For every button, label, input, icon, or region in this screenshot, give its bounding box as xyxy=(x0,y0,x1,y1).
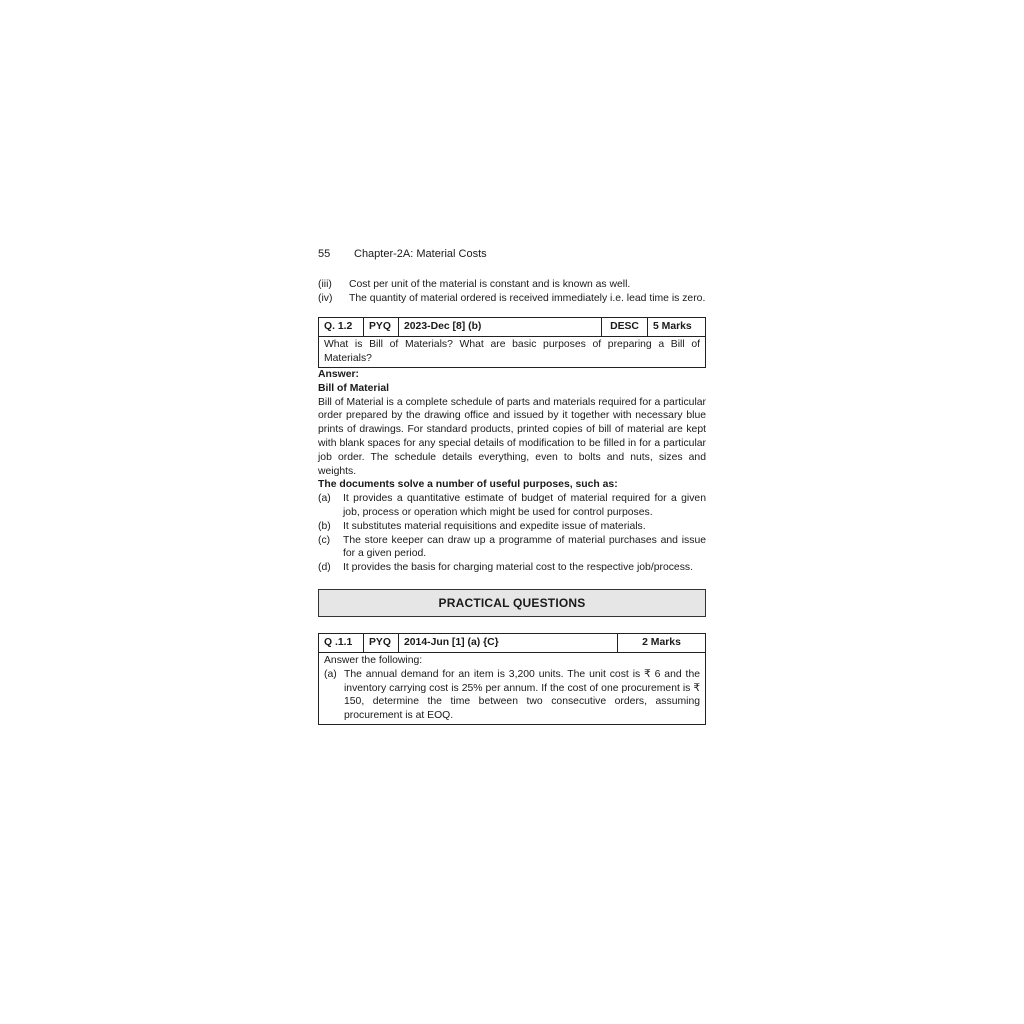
question-intro: Answer the following: xyxy=(324,654,423,666)
question-box-q1-1 xyxy=(318,633,706,725)
question-header-row xyxy=(319,318,705,337)
question-box-q1-2 xyxy=(318,317,706,368)
answer-heading: Bill of Material xyxy=(318,382,390,394)
question-number: Q .1.1 xyxy=(319,634,364,652)
question-content xyxy=(319,653,705,724)
list-label: (a) xyxy=(324,668,337,680)
list-item xyxy=(318,492,706,520)
list-text: It provides a quantitative estimate of budget of material required for a given job, process or operation which might be used for control purposes. xyxy=(343,493,706,518)
assumptions-list xyxy=(318,278,706,306)
list-label: (iii) xyxy=(318,278,332,290)
question-type: PYQ xyxy=(364,634,399,652)
answer-label: Answer: xyxy=(318,368,359,380)
question-number: Q. 1.2 xyxy=(319,318,364,336)
purposes-list xyxy=(318,492,706,575)
list-item xyxy=(318,561,706,575)
list-text: Cost per unit of the material is constant and is known as well. xyxy=(349,278,631,290)
list-item xyxy=(318,520,706,534)
list-text: The quantity of material ordered is received immediately i.e. lead time is zero. xyxy=(349,292,706,304)
list-item xyxy=(324,668,700,723)
question-text: What is Bill of Materials? What are basic purposes of preparing a Bill of Materials? xyxy=(324,339,700,365)
list-label: (b) xyxy=(318,520,331,532)
document-page xyxy=(318,248,706,725)
practical-questions-banner: PRACTICAL QUESTIONS xyxy=(318,589,706,617)
list-label: (a) xyxy=(318,493,331,505)
list-label: (d) xyxy=(318,562,331,574)
list-text: The store keeper can draw up a programme of material purchases and issue for a given period. xyxy=(343,534,706,560)
page-number: 55 xyxy=(318,248,331,260)
question-marks: 2 Marks xyxy=(642,636,681,648)
question-reference: 2023-Dec [8] (b) xyxy=(399,318,602,336)
list-text: The annual demand for an item is 3,200 units. The unit cost is ₹ 6 and the inventory carrying cost is 25% per annum. If the cost of one procurement is ₹ 150, determine the time between two consecutive orders, assuming procurement is at EOQ. xyxy=(344,668,700,722)
list-item xyxy=(318,292,706,306)
purposes-heading: The documents solve a number of useful purposes, such as: xyxy=(318,479,618,491)
page-header xyxy=(318,248,706,262)
list-text: It provides the basis for charging material cost to the respective job/process. xyxy=(343,562,693,574)
list-item xyxy=(318,534,706,562)
question-kind: DESC xyxy=(602,318,648,336)
list-label: (iv) xyxy=(318,292,333,304)
question-header-row xyxy=(319,634,705,653)
question-reference: 2014-Jun [1] (a) {C} xyxy=(399,634,618,652)
answer-body: Bill of Material is a complete schedule of parts and materials required for a particular order prepared by the drawing office and issued by it together with necessary blue prints of drawings. For standard products, printed copies of bill of material are kept with blank spaces for any special details of modification to be filled in for a particular job order. The schedule details everything, even to bolts and nuts, sizes and weights. xyxy=(318,396,706,477)
list-text: It substitutes material requisitions and expedite issue of materials. xyxy=(343,520,646,532)
chapter-title: Chapter-2A: Material Costs xyxy=(354,248,487,260)
question-marks: 5 Marks xyxy=(653,321,692,333)
question-type: PYQ xyxy=(364,318,399,336)
list-label: (c) xyxy=(318,534,331,546)
list-item xyxy=(318,278,706,292)
